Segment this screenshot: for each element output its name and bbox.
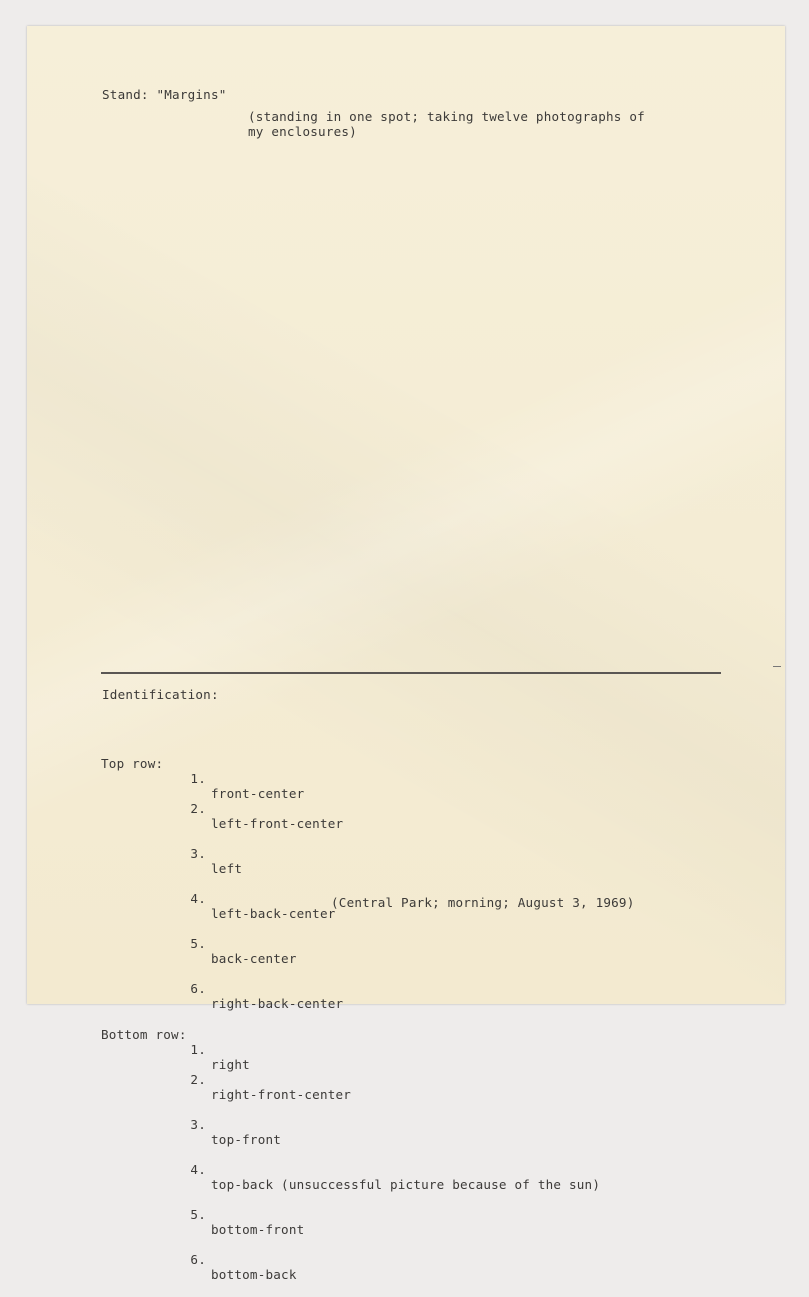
item-number: 5.	[190, 936, 206, 952]
item-number: 3.	[190, 1116, 206, 1132]
item-text: top-front	[211, 1131, 282, 1147]
item-text: right	[211, 1056, 250, 1072]
list-item	[101, 1192, 305, 1237]
item-text: left-front-center	[211, 816, 344, 832]
list-item	[101, 786, 344, 832]
item-number: 2.	[190, 1071, 206, 1087]
item-number: 3.	[190, 846, 206, 862]
item-number: 4.	[190, 1161, 206, 1177]
item-number: 4.	[190, 891, 206, 907]
list-item	[101, 921, 297, 967]
bottom-row-label: Bottom row:	[101, 1026, 187, 1042]
list-item	[101, 1237, 297, 1283]
item-number: 2.	[190, 801, 206, 817]
item-text: bottom-front	[211, 1221, 305, 1237]
paper-sheet	[27, 26, 785, 1004]
list-item	[101, 876, 336, 922]
list-item	[101, 741, 305, 801]
description-line-1: (standing in one spot; taking twelve photographs of	[248, 109, 645, 124]
list-item	[101, 1012, 250, 1072]
top-row-label: Top row:	[101, 756, 164, 771]
item-text: front-center	[211, 786, 305, 801]
item-number: 6.	[190, 1252, 206, 1268]
list-item	[101, 1057, 352, 1102]
identification-heading: Identification:	[102, 687, 219, 702]
list-item	[101, 966, 344, 1012]
item-text: left	[211, 861, 243, 877]
location-date-footer: (Central Park; morning; August 3, 1969)	[331, 895, 635, 910]
list-item	[101, 1147, 601, 1192]
item-text: right-front-center	[211, 1086, 352, 1102]
list-item	[101, 831, 243, 877]
item-text: back-center	[211, 951, 297, 967]
divider-rule	[101, 672, 721, 674]
description-line-2: my enclosures)	[248, 124, 357, 139]
item-number: 1.	[190, 771, 206, 786]
list-item	[101, 1102, 282, 1147]
item-number: 6.	[190, 981, 206, 997]
item-number: 1.	[190, 1041, 206, 1057]
margin-tick-mark	[773, 666, 781, 667]
item-text: top-back (unsuccessful picture because of the sun)	[211, 1176, 601, 1192]
item-text: left-back-center	[211, 906, 336, 922]
item-number: 5.	[190, 1206, 206, 1222]
item-text: bottom-back	[211, 1267, 297, 1283]
item-text: right-back-center	[211, 996, 344, 1012]
document-title: Stand: "Margins"	[102, 87, 227, 102]
